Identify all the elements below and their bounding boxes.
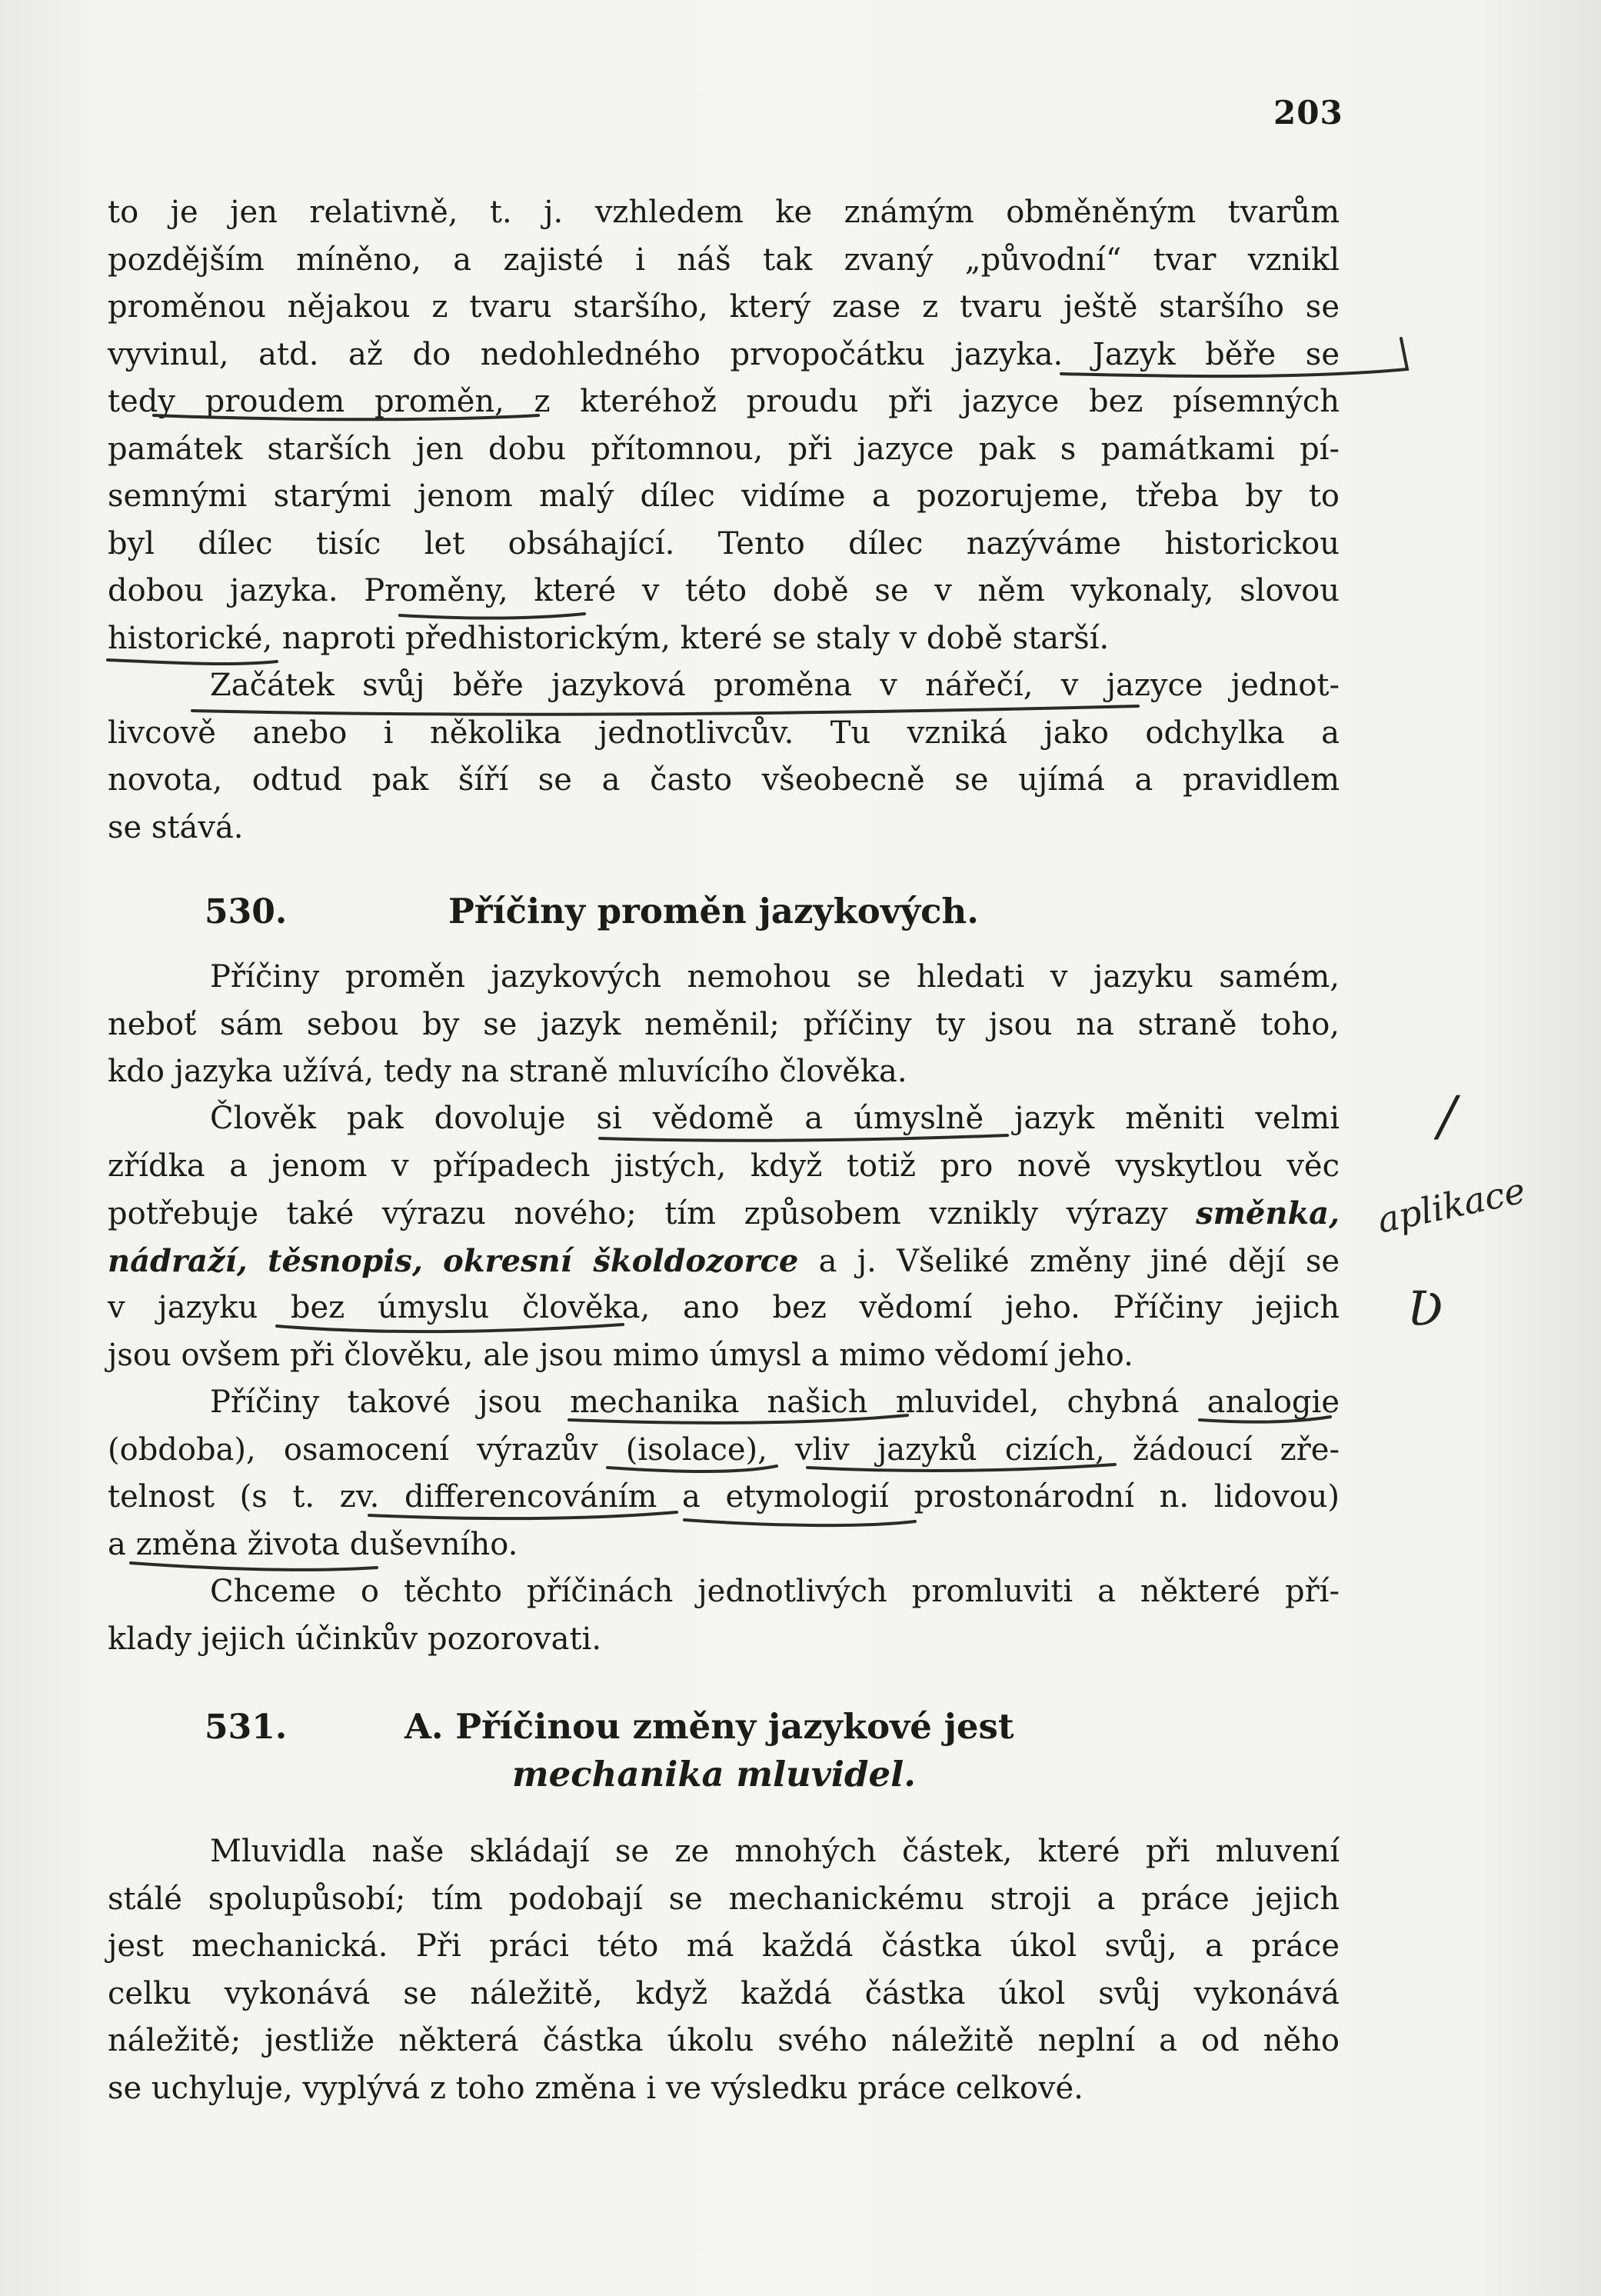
text-line: se uchyluje, vyplývá z toho změna i ve výsledku práce celkové. <box>108 2070 1083 2106</box>
text-line: byl dílec tisíc let obsáhající. Tento dílec nazýváme historickou <box>108 525 1340 562</box>
text-line: zřídka a jenom v případech jistých, když totiž pro nově vyskytlou věc <box>108 1148 1340 1184</box>
text-line: v jazyku bez úmyslu člověka, ano bez vědomí jeho. Příčiny jejich <box>108 1290 1340 1325</box>
section-number: 531. <box>205 1708 288 1747</box>
text-line: dobou jazyka. Proměny, které v této době se v něm vykonaly, slovou <box>108 573 1340 608</box>
italic-term: okresní školdozorce <box>443 1242 799 1279</box>
text-line: jest mechanická. Při práci této má každá částka úkol svůj, a práce <box>108 1928 1340 1964</box>
text-line: proměnou nějakou z tvaru staršího, který zase z tvaru ještě staršího se <box>108 289 1340 325</box>
text-line: neboť sám sebou by se jazyk neměnil; příčiny ty jsou na straně toho, <box>108 1006 1340 1042</box>
text-line: (obdoba), osamocení výrazův (isolace), vliv jazyků cizích, žádoucí zře- <box>108 1431 1340 1468</box>
text-line: to je jen relativně, t. j. vzhledem ke známým obměněným tvarům <box>108 195 1340 230</box>
text-line: se stává. <box>108 809 244 845</box>
text-line: Začátek svůj běře jazyková proměna v nářečí, v jazyce jednot- <box>210 668 1340 703</box>
margin-note-word: aplikace <box>1373 1169 1529 1241</box>
text-line: Mluvidla naše skládají se ze mnohých částek, které při mluvení <box>210 1834 1340 1869</box>
text-line: Příčiny proměn jazykových nemohou se hledati v jazyku samém, <box>210 959 1340 995</box>
paragraph-intentional-change <box>108 1095 1340 1379</box>
text-line: vyvinul, atd. až do nedohledného prvopočátku jazyka. Jazyk běře se <box>108 336 1340 372</box>
text-line: a změna života duševního. <box>108 1526 518 1562</box>
text-line: stálé spolupůsobí; tím podobají se mechanickému stroji a práce jejich <box>108 1881 1340 1917</box>
margin-note-mark: Ʋ <box>1407 1281 1444 1337</box>
paragraph-origin <box>108 662 1340 851</box>
text-line: pozdějším míněno, a zajisté i náš tak zvaný „původní“ tvar vznikl <box>108 242 1340 278</box>
text-line <box>108 1190 1340 1238</box>
text-line: livcově anebo i několika jednotlivcův. Tu vzniká jako odchylka a <box>108 715 1340 751</box>
text-line: náležitě; jestliže některá částka úkolu svého náležitě neplní a od něho <box>108 2023 1340 2058</box>
text-line: semnými starými jenom malý dílec vidíme a pozorujeme, třeba by to <box>108 478 1340 514</box>
margin-note-slash: / <box>1438 1085 1456 1148</box>
paragraph-cause-list <box>108 1379 1340 1568</box>
section-title: Příčiny proměn jazykových. <box>448 891 979 931</box>
text-line: novota, odtud pak šíří se a často všeobecně se ujímá a pravidlem <box>108 762 1340 798</box>
text-line: klady jejich účinkův pozorovati. <box>108 1621 602 1657</box>
text-line: telnost (s t. zv. differencováním a etymologií prostonárodní n. lidovou) <box>108 1479 1340 1515</box>
italic-term: nádraží, <box>108 1242 248 1279</box>
text-span: potřebuje také výrazu nového; tím způsobem vznikly výrazy <box>108 1196 1168 1231</box>
text-span: a j. Všeliké změny jiné dějí se <box>818 1243 1340 1279</box>
text-line: památek starších jen dobu přítomnou, při jazyce pak s památkami pí- <box>108 431 1340 467</box>
section-title: A. Příčinou změny jazykové jest <box>404 1706 1014 1747</box>
section-subtitle: mechanika mluvidel. <box>512 1754 916 1794</box>
section-number: 530. <box>205 892 288 931</box>
text-line: Chceme o těchto příčinách jednotlivých promluviti a některé pří- <box>210 1574 1340 1609</box>
text-line: jsou ovšem při člověku, ale jsou mimo úmysl a mimo vědomí jeho. <box>108 1337 1133 1373</box>
paragraph-plan <box>108 1568 1340 1663</box>
paragraph-causes <box>108 954 1340 1096</box>
italic-term: těsnopis, <box>268 1242 423 1279</box>
paragraph-mechanics <box>108 1828 1340 2112</box>
text-line: Člověk pak dovoluje si vědomě a úmyslně jazyk měniti velmi <box>210 1101 1340 1136</box>
text-line: kdo jazyka užívá, tedy na straně mluvícího člověka. <box>108 1054 907 1089</box>
text-line: tedy proudem proměn, z kteréhož proudu při jazyce bez písemných <box>108 384 1340 419</box>
paragraph-continuation <box>108 189 1340 662</box>
italic-term: směnka, <box>1196 1195 1340 1231</box>
text-line: Příčiny takové jsou mechanika našich mluvidel, chybná analogie <box>210 1385 1340 1420</box>
text-line: historické, naproti předhistorickým, které se staly v době starší. <box>108 620 1110 656</box>
page-number: 203 <box>1273 94 1343 132</box>
text-line: celku vykonává se náležitě, když každá částka úkol svůj vykonává <box>108 1975 1340 2011</box>
text-line <box>108 1238 1340 1285</box>
